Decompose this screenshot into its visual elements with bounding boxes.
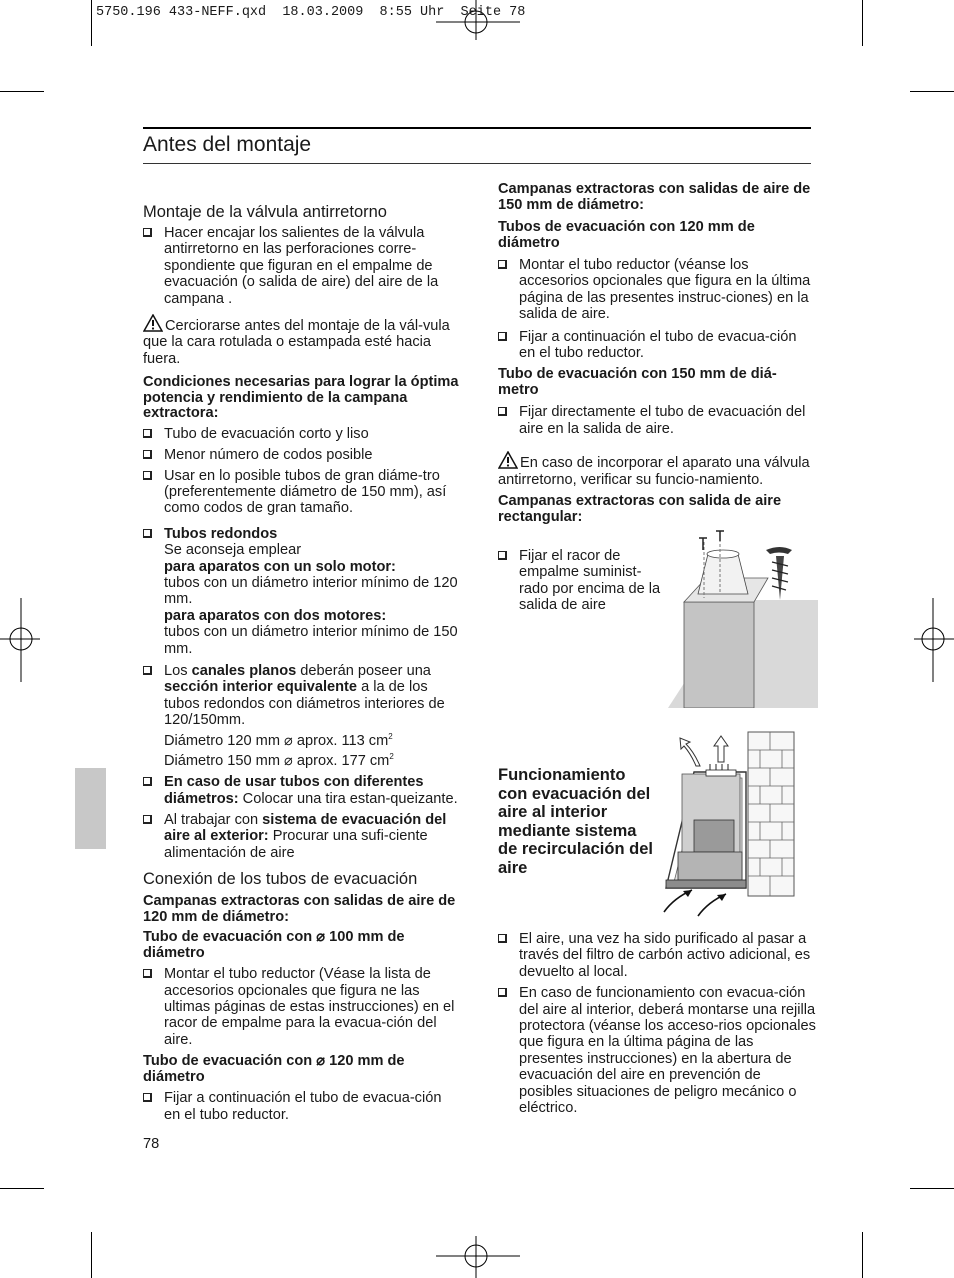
warning-text: En caso de incorporar el aparato una válvula antirretorno, verificar su funcio-namiento. — [498, 455, 810, 488]
superscript: 2 — [388, 731, 393, 741]
checkbox-bullet-icon — [143, 666, 152, 675]
recirculation-illustration — [654, 730, 802, 918]
item-text — [164, 749, 461, 769]
section-tab — [75, 768, 106, 849]
checkbox-bullet-icon — [143, 429, 152, 438]
list-item — [143, 663, 461, 769]
section-heading: Montaje de la válvula antirretorno — [143, 203, 387, 221]
item-text: canales planos — [191, 663, 297, 680]
crop-mark — [91, 1232, 92, 1278]
warning-icon — [143, 314, 163, 332]
diameter-line: Diámetro 120 mm ⌀ aprox. 113 cm — [164, 732, 389, 749]
item-text: Fijar directamente el tubo de evacuación del aire en la salida de aire. — [519, 404, 806, 437]
item-text: sección interior equivalente — [164, 679, 358, 696]
subheading: Tubo de evacuación con ⌀ 100 mm de diámetro — [143, 929, 405, 961]
item-text: En caso de funcionamiento con evacua-ción del aire al interior, deberá montarse una rejilla protectora (véanse los acceso-rios opcionales que figura en la última página de las presentes instrucciones) en la abertura de evacuación del aire en prevención de posibles situaciones de peligro mecánico o eléctrico. — [519, 985, 816, 1117]
superscript: 2 — [389, 751, 394, 761]
checkbox-bullet-icon — [498, 260, 507, 269]
warning-icon — [498, 451, 518, 469]
page-number: 78 — [143, 1136, 160, 1152]
item-text: Se aconseja emplear — [164, 542, 302, 559]
item-text: sistema de evacuación del aire al exterior: — [164, 812, 447, 845]
crop-mark — [91, 0, 92, 46]
list-item — [498, 404, 816, 437]
checkbox-bullet-icon — [143, 969, 152, 978]
crop-mark — [862, 0, 863, 46]
checkbox-bullet-icon — [143, 815, 152, 824]
registration-mark-icon — [436, 1236, 520, 1278]
item-text: Montar el tubo reductor (Véase la lista de accesorios opcionales que figura ne las ultimas páginas de estas instrucciones) en el racor de empalme para la evacua-ción del aire. — [164, 966, 455, 1048]
right-bottom-list — [498, 931, 816, 1116]
subheading: Campanas extractoras con salidas de aire de 120 mm de diámetro: — [143, 893, 456, 925]
list-item — [143, 426, 461, 442]
right-column — [498, 182, 816, 525]
checkbox-bullet-icon — [143, 777, 152, 786]
checkbox-bullet-icon — [498, 934, 507, 943]
list-item — [143, 812, 461, 861]
list-item — [498, 257, 816, 323]
crop-mark — [0, 91, 44, 92]
list-item — [498, 985, 816, 1116]
subheading: Tubo de evacuación con 150 mm de diá-metro — [498, 366, 777, 398]
item-text — [164, 729, 461, 749]
item-text: Fijar a continuación el tubo de evacua-ción en el tubo reductor. — [164, 1090, 442, 1123]
subheading: Condiciones necesarias para lograr la óptima potencia y rendimiento de la campana extractora: — [143, 374, 459, 422]
item-text: Montar el tubo reductor (véanse los accesorios opcionales que figura en la última página de las presentes instruc-ciones) en la salida de aire. — [519, 257, 811, 323]
item-text: Usar en lo posible tubos de gran diáme-tro (preferentemente diámetro de 150 mm), así como codos de gran tamaño. — [164, 467, 447, 517]
checkbox-bullet-icon — [143, 228, 152, 237]
item-text: Los — [164, 663, 192, 680]
item-text: para aparatos con dos motores: — [164, 607, 387, 624]
section-heading: Funcionamiento con evacuación del aire al interior mediante sistema de recirculación del aire — [498, 766, 653, 877]
item-text: Procurar una sufi-ciente alimentación de aire — [164, 828, 428, 861]
title-rule-top — [143, 127, 811, 129]
item-text: Fijar el racor de empalme suminist-rado por encima de la salida de aire — [519, 548, 661, 614]
crop-mark — [862, 1232, 863, 1278]
item-text: En caso de usar tubos con diferentes diámetros: — [164, 774, 424, 807]
diameter-line: Diámetro 150 mm ⌀ aprox. 177 cm — [164, 752, 390, 769]
warning-text: Cerciorarse antes del montaje de la vál-vula que la cara rotulada o estampada esté hacia fuera. — [143, 318, 450, 367]
crop-mark — [910, 91, 954, 92]
item-text: tubos con un diámetro interior mínimo de 120 mm. — [164, 575, 458, 608]
subheading: Tubos de evacuación con 120 mm de diámetro — [498, 219, 755, 251]
warning-note — [143, 314, 461, 367]
registration-mark-icon — [0, 598, 40, 682]
hood-connector-illustration — [668, 528, 818, 708]
item-text: Al trabajar con — [164, 812, 263, 828]
crop-mark — [910, 1188, 954, 1189]
list-item — [143, 774, 461, 807]
list-item — [143, 468, 461, 517]
checkbox-bullet-icon — [498, 988, 507, 997]
warning-note — [498, 451, 816, 488]
left-column — [143, 203, 461, 1123]
file-info-header: 5750.196 433-NEFF.qxd 18.03.2009 8:55 Uhr Seite 78 — [96, 5, 526, 20]
item-text: a la de los tubos redondos con diámetros interiores de 120/150mm. — [164, 679, 445, 729]
item-text: Menor número de codos posible — [164, 447, 373, 464]
item-text: deberán poseer una — [296, 663, 431, 680]
checkbox-bullet-icon — [498, 332, 507, 341]
subheading: Campanas extractoras con salida de aire rectangular: — [498, 493, 782, 525]
list-item — [143, 225, 461, 307]
checkbox-bullet-icon — [498, 407, 507, 416]
registration-mark-icon — [914, 598, 954, 682]
list-item — [143, 966, 461, 1048]
section-heading: Conexión de los tubos de evacuación — [143, 870, 418, 889]
list-item — [143, 1090, 461, 1123]
item-text: tubos con un diámetro interior mínimo de 150 mm. — [164, 624, 458, 657]
item-text: Hacer encajar los salientes de la válvula antirretorno en las perforaciones corre-spondiente que figuran en el empalme de evacuación (o salida de aire) del aire de la campana . — [164, 225, 439, 307]
checkbox-bullet-icon — [143, 1093, 152, 1102]
checkbox-bullet-icon — [498, 551, 507, 560]
item-text: para aparatos con un solo motor: — [164, 558, 396, 575]
crop-mark — [0, 1188, 44, 1189]
list-item — [143, 447, 461, 463]
item-text: Tubo de evacuación corto y liso — [164, 425, 369, 442]
item-title: Tubos redondos — [164, 525, 278, 542]
checkbox-bullet-icon — [143, 471, 152, 480]
item-text: Colocar una tira estan-queizante. — [238, 790, 458, 807]
list-item — [143, 526, 461, 657]
list-item — [498, 329, 816, 362]
list-item — [498, 548, 669, 614]
item-text: Fijar a continuación el tubo de evacua-ción en el tubo reductor. — [519, 328, 797, 362]
page-title: Antes del montaje — [143, 133, 312, 156]
item-text: El aire, una vez ha sido purificado al pasar a través del filtro de carbón activo adicional, es devuelto al local. — [519, 931, 811, 980]
title-rule-bottom — [143, 163, 811, 164]
list-item — [498, 931, 816, 980]
subheading: Campanas extractoras con salidas de aire de 150 mm de diámetro: — [498, 181, 811, 213]
checkbox-bullet-icon — [143, 529, 152, 538]
subheading: Tubo de evacuación con ⌀ 120 mm de diámetro — [143, 1053, 405, 1085]
checkbox-bullet-icon — [143, 450, 152, 459]
